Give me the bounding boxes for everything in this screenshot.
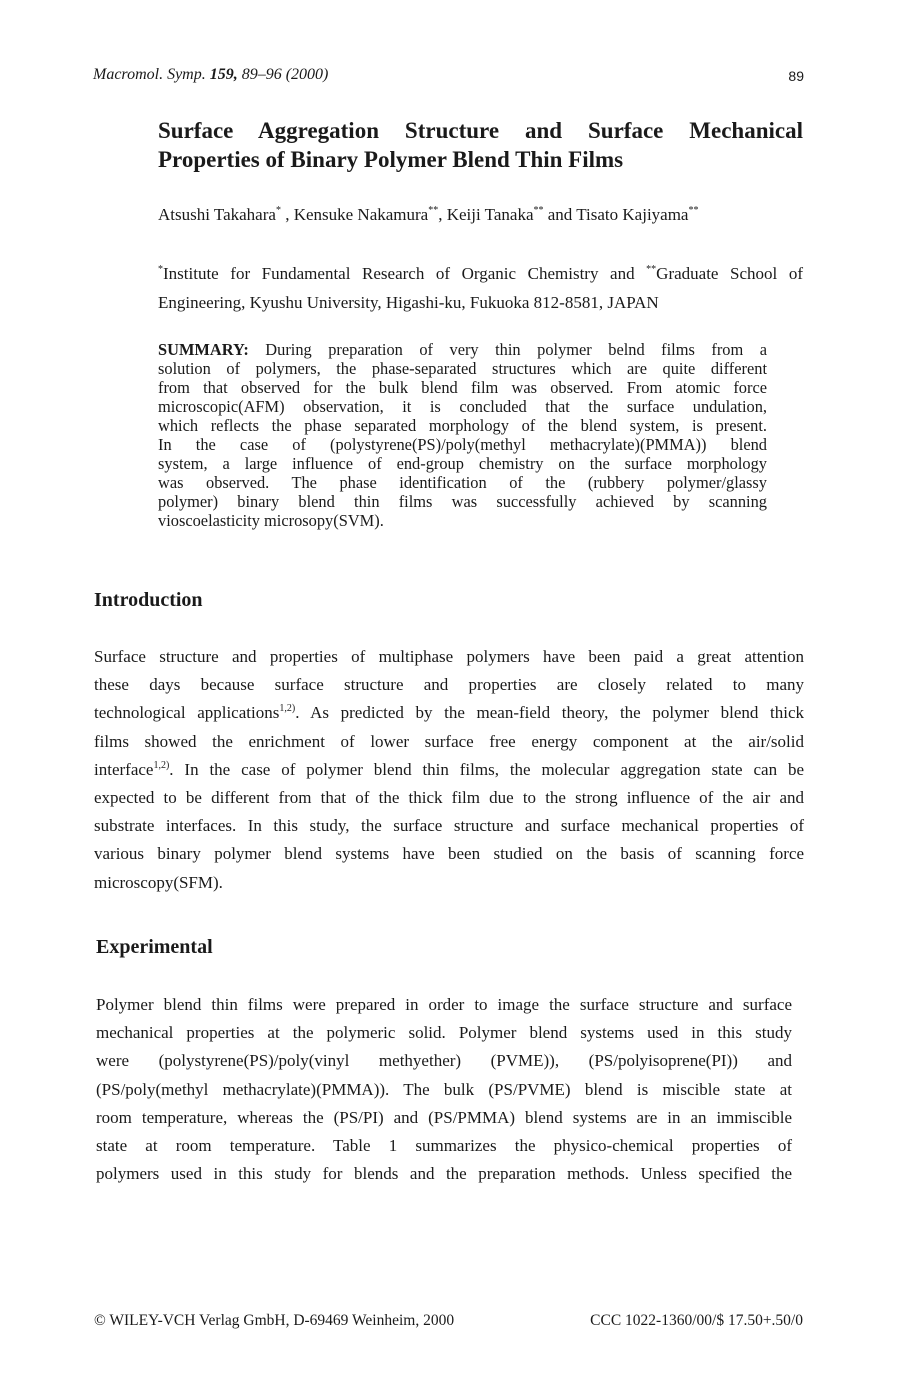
- paragraph-line: (PS/poly(methyl methacrylate)(PMMA)). The bulk (PS/PVME) blend is miscible state at: [96, 1079, 792, 1099]
- experimental-paragraph: [96, 991, 792, 1188]
- abstract-line: solution of polymers, the phase-separated structures which are quite different: [158, 359, 767, 378]
- paragraph-line: state at room temperature. Table 1 summarizes the physico-chemical properties of: [96, 1136, 792, 1156]
- paragraph-line: room temperature, whereas the (PS/PI) and (PS/PMMA) blend systems are in an immiscible: [96, 1107, 792, 1127]
- citation-superscript: 1,2): [153, 759, 170, 771]
- citation-superscript: 1,2): [279, 703, 296, 715]
- journal-pages-year: 89–96 (2000): [237, 66, 329, 83]
- affiliation-line-1: [158, 259, 803, 288]
- affiliation-text: Graduate School of: [656, 264, 804, 283]
- abstract-line: was observed. The phase identification of the (rubbery polymer/glassy: [158, 473, 767, 492]
- paragraph-line: [94, 756, 804, 784]
- abstract-text: During preparation of very thin polymer belnd films from a: [248, 340, 767, 359]
- introduction-paragraph: [94, 643, 804, 897]
- abstract-line: vioscoelasticity microsopy(SVM).: [158, 511, 384, 530]
- paragraph-line: microscopy(SFM).: [94, 872, 223, 892]
- affiliation-line-2: Engineering, Kyushu University, Higashi-ku, Fukuoka 812-8581, JAPAN: [158, 293, 659, 312]
- author-affiliation-mark: **: [428, 205, 439, 216]
- author-affiliation-mark: *: [275, 205, 281, 216]
- line-text: . In the case of polymer blend thin films, the molecular aggregation state can be: [169, 759, 804, 779]
- paragraph-line: polymers used in this study for blends and the preparation methods. Unless specified the: [96, 1164, 792, 1184]
- paper-title-line-1: Surface Aggregation Structure and Surface Mechanical: [158, 118, 803, 143]
- page-number: 89: [788, 68, 804, 84]
- affiliation-text: Institute for Fundamental Research of Organic Chemistry and: [163, 264, 647, 283]
- paragraph-line: were (polystyrene(PS)/poly(vinyl methyether) (PVME)), (PS/polyisoprene(PI)) and: [96, 1051, 792, 1071]
- abstract-line: system, a large influence of end-group chemistry on the surface morphology: [158, 454, 767, 473]
- abstract-label: SUMMARY:: [158, 340, 249, 359]
- abstract-line: which reflects the phase separated morphology of the blend system, is present.: [158, 416, 767, 435]
- paragraph-line: [94, 699, 804, 727]
- paper-title-line-2: Properties of Binary Polymer Blend Thin Films: [158, 147, 624, 172]
- author-name: Keiji Tanaka: [446, 205, 534, 224]
- abstract-line: In the case of (polystyrene(PS)/poly(methyl methacrylate)(PMMA)) blend: [158, 435, 767, 454]
- introduction-heading: Introduction: [94, 589, 203, 611]
- abstract-line: microscopic(AFM) observation, it is concluded that the surface undulation,: [158, 397, 767, 416]
- journal-name: Macromol. Symp.: [93, 66, 210, 83]
- paper-title: [158, 116, 803, 174]
- journal-citation: [93, 66, 328, 84]
- paragraph-line: these days because surface structure and properties are closely related to many: [94, 675, 804, 695]
- paragraph-line: substrate interfaces. In this study, the surface structure and surface mechanical properties of: [94, 816, 804, 836]
- author-affiliation-mark: **: [688, 205, 699, 216]
- line-text: technological applications: [94, 703, 280, 723]
- line-text: . As predicted by the mean-field theory, the polymer blend thick: [295, 703, 804, 723]
- line-text: interface: [94, 759, 154, 779]
- author-affiliation-mark: **: [533, 205, 544, 216]
- abstract: [158, 340, 767, 530]
- author-name: Tisato Kajiyama: [576, 205, 689, 224]
- paragraph-line: Polymer blend thin films were prepared in order to image the surface structure and surface: [96, 995, 792, 1014]
- author-name: Kensuke Nakamura: [293, 205, 429, 224]
- author-separator: and: [543, 205, 577, 224]
- experimental-heading: Experimental: [96, 936, 213, 958]
- affiliation: [158, 259, 803, 317]
- paragraph-line: expected to be different from that of the thick film due to the strong influence of the air and: [94, 788, 804, 808]
- copyright-notice: © WILEY-VCH Verlag GmbH, D-69469 Weinheim, 2000: [94, 1312, 455, 1329]
- abstract-line: [158, 340, 767, 359]
- paragraph-line: mechanical properties at the polymeric solid. Polymer blend systems used in this study: [96, 1023, 792, 1043]
- author-list: [158, 204, 803, 226]
- paragraph-line: Surface structure and properties of multiphase polymers have been paid a great attention: [94, 647, 804, 666]
- paragraph-line: various binary polymer blend systems have been studied on the basis of scanning force: [94, 844, 804, 864]
- author-name: Atsushi Takahara: [158, 205, 276, 224]
- author-separator: ,: [438, 205, 447, 224]
- affiliation-mark: *: [158, 264, 163, 275]
- ccc-code: CCC 1022-1360/00/$ 17.50+.50/0: [590, 1312, 803, 1329]
- abstract-line: polymer) binary blend thin films was successfully achieved by scanning: [158, 492, 767, 511]
- paragraph-line: films showed the enrichment of lower surface free energy component at the air/solid: [94, 731, 804, 751]
- affiliation-mark: **: [646, 264, 657, 275]
- author-separator: ,: [280, 205, 294, 224]
- journal-volume: 159,: [209, 66, 238, 83]
- abstract-line: from that observed for the bulk blend film was observed. From atomic force: [158, 378, 767, 397]
